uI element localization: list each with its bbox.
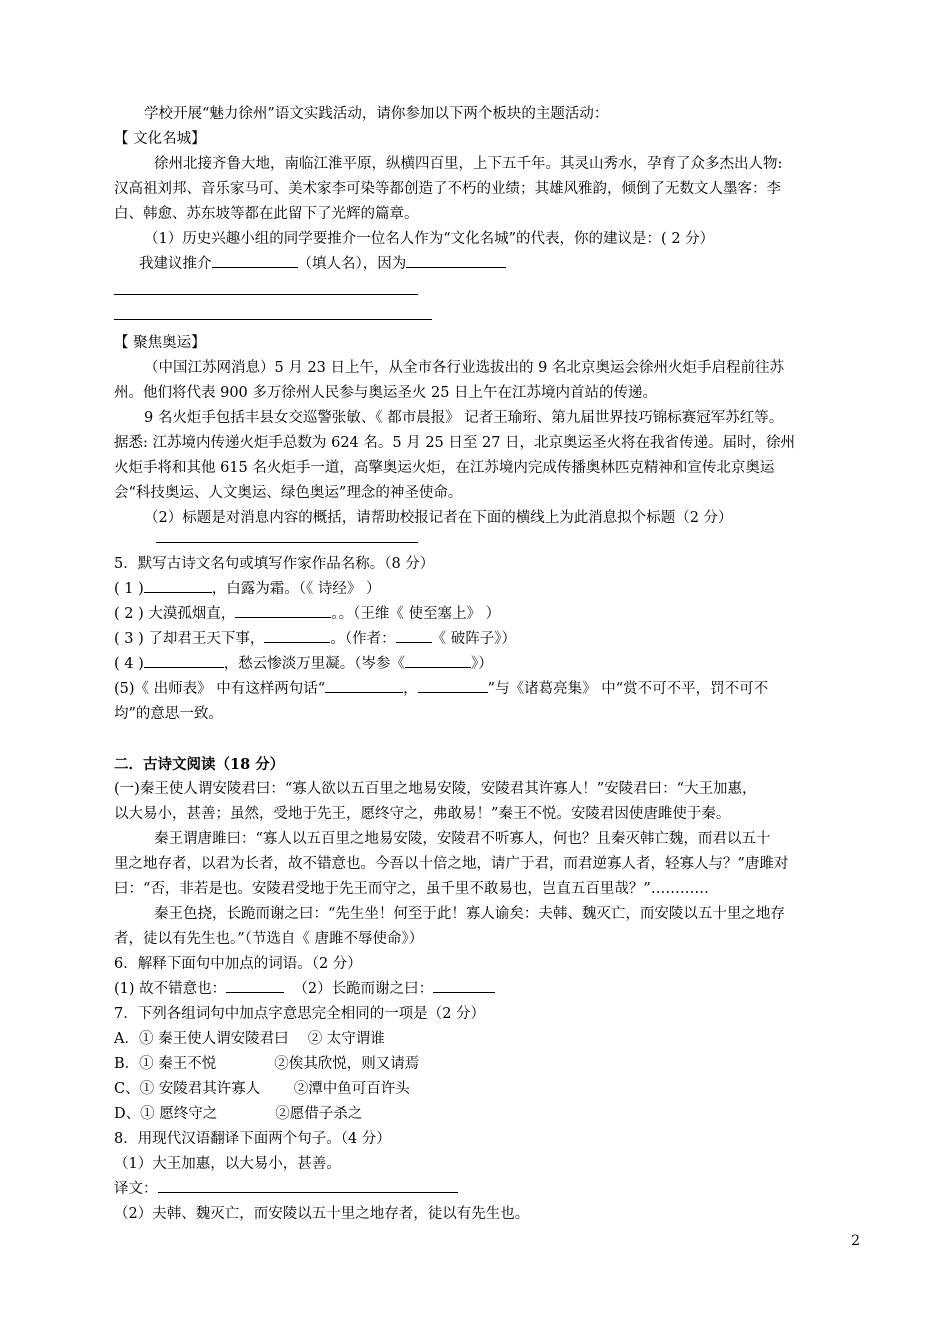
q5-blank-4[interactable] — [144, 653, 224, 668]
q7-option-c[interactable]: C、① 安陵君其许寡人 ②潭中鱼可百许头 — [114, 1081, 410, 1097]
page-number: 2 — [851, 1233, 860, 1249]
q5-item-5-cont: 均”的意思一致。 — [114, 706, 223, 722]
answer-line-2[interactable] — [114, 294, 418, 295]
part-2-title: 二．古诗文阅读（18 分） — [114, 756, 285, 773]
q7-option-d[interactable]: D、① 愿终守之 ②愿借子杀之 — [114, 1106, 363, 1122]
news-para-line: 州。他们将代表 900 多万徐州人民参与奥运圣火 25 日上午在江苏境内首站的传递。 — [114, 385, 658, 401]
item-text: 《 破阵子》） — [431, 631, 516, 647]
q5-item-2 — [114, 602, 864, 627]
reason-blank[interactable] — [406, 253, 506, 268]
passage-line: (一)秦王使人谓安陵君曰：“寡人欲以五百里之地易安陵，安陵君其许寡人！”安陵君曰：“大王加惠， — [114, 781, 757, 797]
news-para-line: 据悉: 江苏境内传递火炬手总数为 624 名。5 月 25 日至 27 日，北京奥运圣火将在我省传递。届时，徐州 — [114, 435, 796, 451]
headline-line[interactable] — [156, 542, 418, 543]
q6-blank-2[interactable] — [433, 978, 495, 993]
item-text: (5)《 出师表》 中有这样两句话“ — [114, 681, 326, 697]
item-text: ， — [403, 681, 418, 697]
question-2: （2）标题是对消息内容的概括，请帮助校报记者在下面的横线上为此消息拟个标题（2 分） — [144, 510, 733, 526]
q6-item-1: (1) 故不错意也： — [114, 981, 227, 997]
culture-para-line: 汉高祖刘邦、音乐家马可、美术家李可染等都创造了不朽的业绩；其雄风雅韵，倾倒了无数文人墨客：李 — [114, 181, 781, 197]
spacer — [114, 727, 864, 752]
item-text: ( 2 ) 大漠孤烟直， — [114, 606, 236, 622]
passage-line: 里之地存者，以君为长者，故不错意也。今吾以十倍之地，请广于君，而君逆寡人者，轻寡人与？”唐雎对 — [114, 856, 789, 872]
item-text: ”与《诸葛亮集》 中“赏不可不平，罚不可不 — [487, 681, 769, 697]
culture-para-line: 白、韩愈、苏东坡等都在此留下了光辉的篇章。 — [114, 206, 419, 222]
q5-item-3 — [114, 627, 864, 652]
item-text: 。（作者： — [330, 631, 396, 647]
q8-sentence-2: （2）夫韩、魏灭亡，而安陵以五十里之地存者，徒以有先生也。 — [114, 1206, 530, 1222]
translation-blank[interactable] — [158, 1178, 458, 1193]
q5-blank-author[interactable] — [396, 628, 432, 643]
q5-item-1 — [114, 577, 864, 602]
q5-blank-5a[interactable] — [325, 678, 403, 693]
q5-blank-2[interactable] — [235, 603, 331, 618]
translation-label: 译文： — [114, 1181, 158, 1197]
question-6: 6．解释下面句中加点的词语。（2 分） — [114, 956, 362, 972]
q7-option-a[interactable]: A．① 秦王使人谓安陵君曰 ② 太守谓谁 — [114, 1031, 385, 1047]
section-title-culture: 【 文化名城】 — [114, 131, 206, 147]
answer-middle: （填人名），因为 — [297, 256, 407, 272]
q7-option-b[interactable]: B．① 秦王不悦 ②俟其欣悦，则又请焉 — [114, 1056, 420, 1072]
section-title-olympics: 【 聚焦奥运】 — [114, 335, 206, 351]
question-7: 7．下列各组词句中加点字意思完全相同的一项是（2 分） — [114, 1006, 486, 1022]
item-text: ，白露为霜。（《 诗经》 ） — [211, 581, 381, 597]
q5-item-4 — [114, 652, 864, 677]
answer-line-3[interactable] — [114, 319, 432, 320]
item-text: ( 3 ) 了却君王天下事， — [114, 631, 265, 647]
document-page — [114, 102, 864, 1227]
q5-blank-3[interactable] — [264, 628, 330, 643]
passage-line: 秦王谓唐雎曰：“寡人以五百里之地易安陵，安陵君不听寡人，何也？且秦灭韩亡魏，而君以五十 — [154, 831, 771, 847]
passage-line: 秦王色挠，长跪而谢之曰：“先生坐！何至于此！寡人谕矣：夫韩、魏灭亡，而安陵以五十里之地存 — [154, 906, 785, 922]
passage-line: 以大易小，甚善；虽然，受地于先王，愿终守之，弗敢易！”秦王不悦。安陵君因使唐雎使于秦。 — [114, 806, 731, 822]
question-6-items — [114, 977, 864, 1002]
q6-item-2: （2）长跪而谢之曰： — [293, 981, 434, 997]
name-blank[interactable] — [212, 253, 298, 268]
item-number: ( 1 ) — [114, 581, 144, 597]
q8-translation-1 — [114, 1177, 864, 1202]
question-5-title: 5．默写古诗文名句或填写作家作品名称。（8 分） — [114, 556, 435, 572]
answer-prefix: 我建议推介 — [139, 256, 212, 272]
news-para-line: 9 名火炬手包括丰县女交巡警张敏、《 都市晨报》 记者王瑜珩、第九届世界技巧锦标赛冠军苏红等。 — [144, 410, 784, 426]
q5-blank-1[interactable] — [144, 578, 212, 593]
news-para-line: 火炬手将和其他 615 名火炬手一道，高擎奥运火炬，在江苏境内完成传播奥林匹克精神和宣传北京奥运 — [114, 460, 775, 476]
news-para-line: 会“科技奥运、人文奥运、绿色奥运”理念的神圣使命。 — [114, 485, 463, 501]
culture-para-line: 徐州北接齐鲁大地，南临江淮平原，纵横四百里，上下五千年。其灵山秀水，孕育了众多杰出人物: — [154, 156, 783, 172]
question-1: （1）历史兴趣小组的同学要推介一位名人作为“文化名城”的代表，你的建议是：( 2 分） — [144, 231, 715, 247]
q6-blank-1[interactable] — [226, 978, 284, 993]
q5-item-5 — [114, 677, 864, 702]
item-text: ，愁云惨淡万里凝。（岑参《 — [223, 656, 406, 672]
intro-text: 学校开展“魅力徐州”语文实践活动，请你参加以下两个板块的主题活动： — [144, 106, 609, 122]
news-para-line: （中国江苏网消息）5 月 23 日上午，从全市各行业选拔出的 9 名北京奥运会徐州火炬手启程前往苏 — [144, 360, 784, 376]
item-text: 》） — [471, 656, 493, 672]
q5-blank-work[interactable] — [405, 653, 471, 668]
question-8: 8．用现代汉语翻译下面两个句子。（4 分） — [114, 1131, 391, 1147]
item-text: 。。（王维《 使至塞上》 ） — [331, 606, 501, 622]
answer-lines-area — [114, 277, 864, 331]
item-number: ( 4 ) — [114, 656, 144, 672]
passage-line: 曰：“否，非若是也。安陵君受地于先王而守之，虽千里不敢易也，岂直五百里哉？”………… — [114, 881, 709, 897]
q5-blank-5b[interactable] — [418, 678, 488, 693]
answer-line-1 — [114, 252, 864, 277]
q8-sentence-1: （1）大王加惠，以大易小，甚善。 — [114, 1156, 341, 1172]
passage-line: 者，徒以有先生也。”（节选自《 唐雎不辱使命》） — [114, 931, 424, 947]
